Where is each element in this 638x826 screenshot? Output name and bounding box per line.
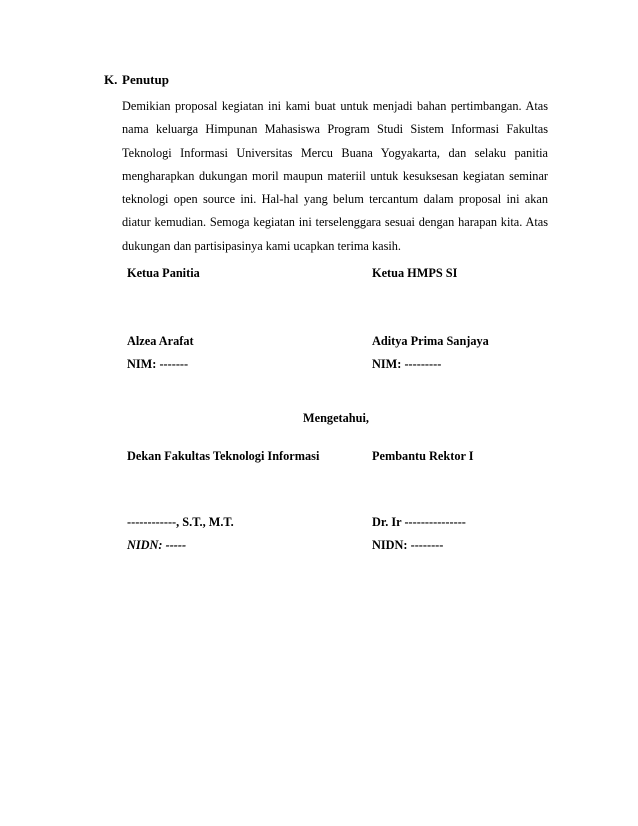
chairman-hmps-role: Ketua HMPS SI <box>372 266 458 280</box>
dean-name: ------------, S.T., M.T. <box>127 515 234 529</box>
chairman-hmps-name: Aditya Prima Sanjaya <box>372 334 489 348</box>
vice-rector-nidn: NIDN: -------- <box>372 538 444 552</box>
section-heading <box>104 72 169 88</box>
closing-paragraph: Demikian proposal kegiatan ini kami buat untuk menjadi bahan pertimbangan. Atas nama keluarga Himpunan Mahasiswa Program Studi Sistem Informasi Fakultas Teknologi Informasi Universitas Mercu Buana Yogyakarta, dan selaku panitia mengharapkan dukungan moril maupun materiil untuk kesuksesan kegiatan seminar teknologi open source ini. Hal-hal yang belum tercantum dalam proposal ini akan diatur kemudian. Semoga kegiatan ini terselenggara sesuai dengan harapan kita. Atas dukungan dan partisipasinya kami ucapkan terima kasih. <box>122 99 548 253</box>
vice-rector-name: Dr. Ir --------------- <box>372 515 466 529</box>
chairman-committee-name: Alzea Arafat <box>127 334 194 348</box>
section-title: Penutup <box>122 72 169 87</box>
chairman-committee-nim: NIM: ------- <box>127 357 189 371</box>
chairman-committee-role: Ketua Panitia <box>127 266 200 280</box>
vice-rector-role: Pembantu Rektor I <box>372 449 474 463</box>
section-letter: K. <box>104 72 118 87</box>
approval-heading: Mengetahui, <box>303 411 369 425</box>
dean-role: Dekan Fakultas Teknologi Informasi <box>127 449 320 463</box>
dean-nidn: NIDN: ----- <box>127 538 187 552</box>
chairman-hmps-nim: NIM: --------- <box>372 357 442 371</box>
